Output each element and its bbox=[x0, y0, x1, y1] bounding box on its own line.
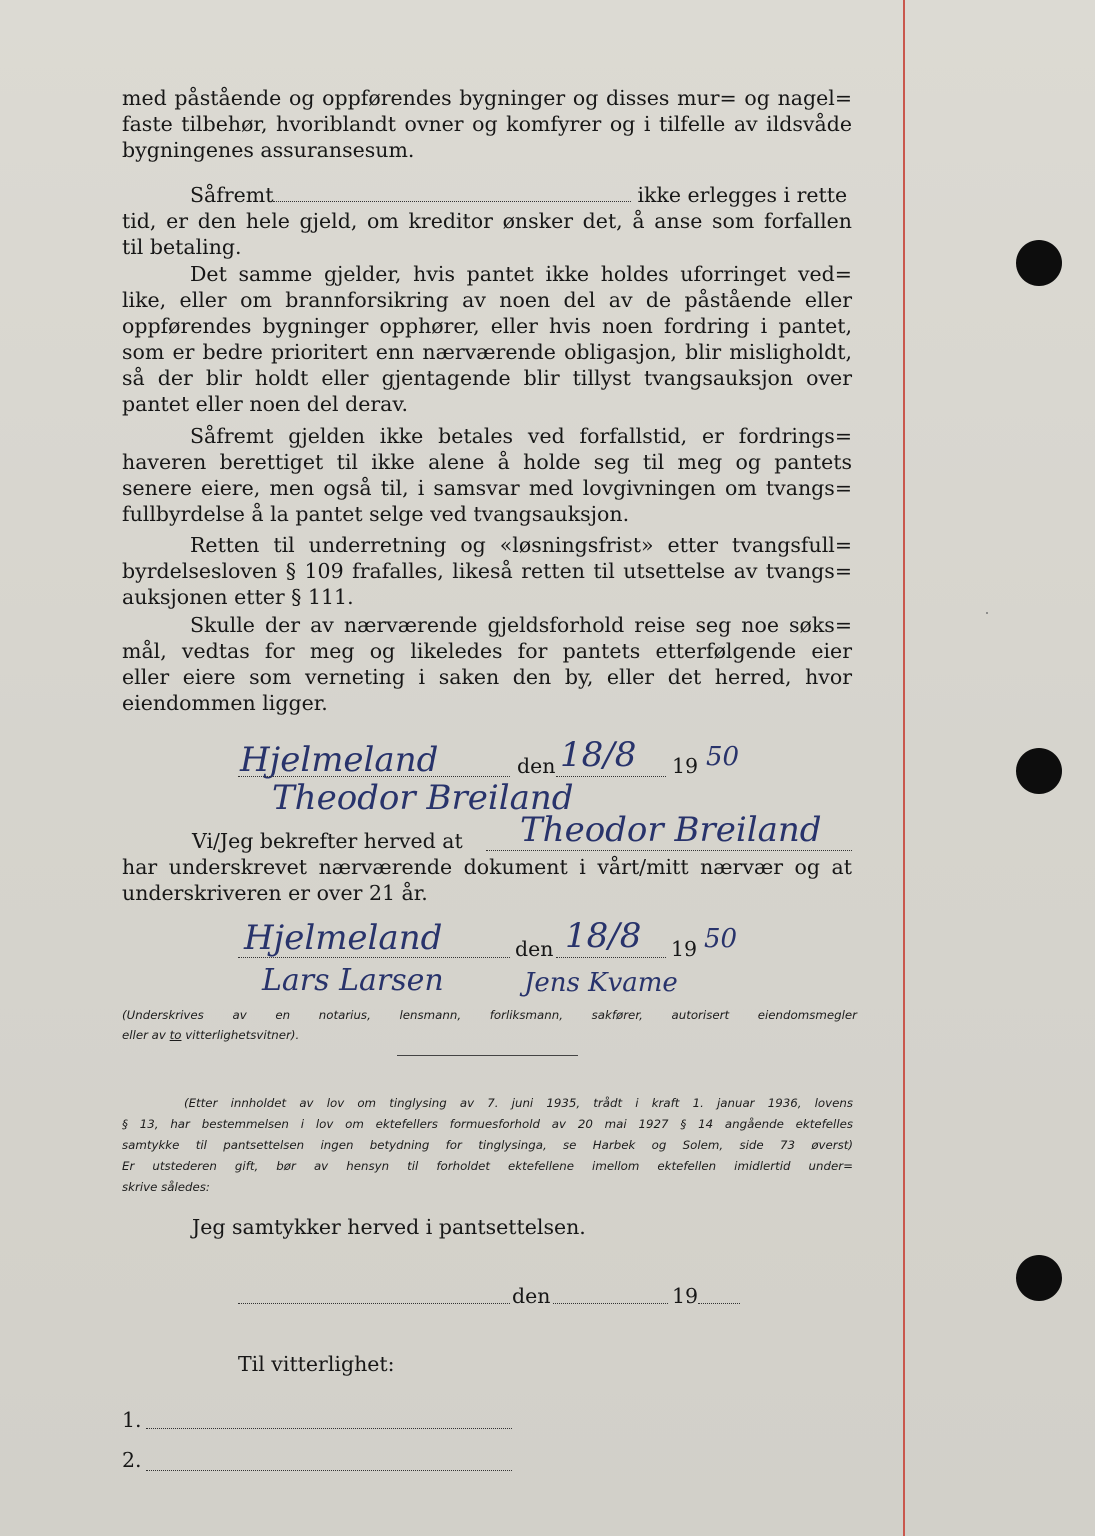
witness-number-2: 2. bbox=[122, 1448, 142, 1472]
text-line: faste tilbehør, hvoriblandt ovner og komfyrer og i tilfelle av ildsvåde bbox=[122, 112, 852, 136]
witness-1-line bbox=[146, 1428, 512, 1429]
consent-place-line bbox=[238, 1303, 510, 1304]
text-line: eller eiere som verneting i saken den by, eller det herred, hvor bbox=[122, 665, 852, 689]
margin-rule bbox=[903, 0, 905, 1536]
text-line: Det samme gjelder, hvis pantet ikke holdes uforringet ved= bbox=[190, 262, 852, 286]
witness-statement-line: har underskrevet nærværende dokument i vårt/mitt nærvær og at bbox=[122, 855, 852, 879]
text-fragment: vitterlighetsvitner). bbox=[185, 1028, 300, 1042]
signing-instructions bbox=[122, 1005, 857, 1045]
text-line: haveren berettiget til ikke alene å holde seg til meg og pantets bbox=[122, 450, 852, 474]
witness-2-line bbox=[146, 1470, 512, 1471]
consent-date-line bbox=[553, 1303, 668, 1304]
text-line: Skulle der av nærværende gjeldsforhold reise seg noe søks= bbox=[190, 613, 852, 637]
punch-hole-middle bbox=[1016, 748, 1062, 794]
handwritten-place: Hjelmeland bbox=[240, 740, 439, 780]
paragraph-2 bbox=[122, 182, 852, 260]
text-line: pantet eller noen del derav. bbox=[122, 392, 409, 416]
date-line bbox=[556, 957, 666, 958]
witness-1-signature: Lars Larsen bbox=[262, 963, 444, 998]
witness-number-1: 1. bbox=[122, 1408, 142, 1432]
handwritten-year: 50 bbox=[704, 924, 738, 954]
date-line bbox=[556, 776, 666, 777]
text-line: skrive således: bbox=[122, 1180, 210, 1194]
text-line: senere eiere, men også til, i samsvar med lovgivningen om tvangs= bbox=[122, 476, 852, 500]
blank-field bbox=[273, 183, 631, 202]
paper-speck bbox=[986, 612, 988, 614]
witness-label: Til vitterlighet: bbox=[238, 1352, 395, 1376]
paragraph-1 bbox=[122, 85, 852, 163]
place-line bbox=[238, 957, 510, 958]
year-prefix: 19 bbox=[672, 1284, 699, 1308]
paragraph-6 bbox=[122, 612, 852, 716]
text-line: eiendommen ligger. bbox=[122, 691, 328, 715]
text-line: auksjonen etter § 111. bbox=[122, 585, 354, 609]
text-line: tid, er den hele gjeld, om kreditor ønsker det, å anse som forfallen bbox=[122, 209, 852, 233]
witness-statement-line: underskriveren er over 21 år. bbox=[122, 881, 428, 905]
text-line: like, eller om brannforsikring av noen del av de påstående eller bbox=[122, 288, 852, 312]
text-line: fullbyrdelse å la pantet selge ved tvangsauksjon. bbox=[122, 502, 630, 526]
text-line: bygningenes assuransesum. bbox=[122, 138, 415, 162]
text-line: samtykke til pantsettelsen ingen betydning for tinglysinga, se Harbek og Solem, side 73 øverst) bbox=[122, 1138, 853, 1152]
handwritten-date: 18/8 bbox=[565, 916, 642, 956]
handwritten-year: 50 bbox=[706, 742, 740, 772]
text-line: byrdelsesloven § 109 frafalles, likeså retten til utsettelse av tvangs= bbox=[122, 559, 852, 583]
text-fragment: to bbox=[169, 1028, 182, 1042]
text-line: så der blir holdt eller gjentagende blir tillyst tvangsauksjon over bbox=[122, 366, 852, 390]
year-prefix: 19 bbox=[672, 754, 699, 778]
text-line: § 13, har bestemmelsen i lov om ektefellers formuesforhold av 20 mai 1927 § 14 angående ektefelles bbox=[122, 1117, 853, 1131]
debtor-signature: Theodor Breiland bbox=[272, 778, 574, 818]
handwritten-place: Hjelmeland bbox=[244, 918, 443, 958]
text-line: til betaling. bbox=[122, 235, 242, 259]
den-label: den bbox=[512, 1284, 551, 1308]
text-line: som er bedre prioritert enn nærværende obligasjon, blir misligholdt, bbox=[122, 340, 852, 364]
text-line bbox=[122, 1025, 857, 1045]
consent-text: Jeg samtykker herved i pantsettelsen. bbox=[192, 1215, 586, 1239]
text-line: med påstående og oppførendes bygninger og disses mur= og nagel= bbox=[122, 86, 852, 110]
text-fragment: Såfremt bbox=[190, 183, 274, 207]
handwritten-date: 18/8 bbox=[560, 735, 637, 775]
punch-hole-top bbox=[1016, 240, 1062, 286]
den-label: den bbox=[515, 937, 554, 961]
handwritten-debtor-name: Theodor Breiland bbox=[520, 810, 822, 850]
witness-2-signature: Jens Kvame bbox=[524, 968, 678, 998]
text-fragment: ikke erlegges i rette bbox=[637, 183, 848, 207]
paragraph-4 bbox=[122, 423, 852, 527]
consent-year-line bbox=[698, 1303, 740, 1304]
text-fragment: eller av bbox=[122, 1028, 166, 1042]
witness-name-line bbox=[486, 850, 852, 851]
text-line: Såfremt gjelden ikke betales ved forfallstid, er fordrings= bbox=[190, 424, 852, 448]
den-label: den bbox=[517, 754, 556, 778]
year-prefix: 19 bbox=[671, 937, 698, 961]
text-line: Retten til underretning og «løsningsfrist» etter tvangsfull= bbox=[190, 533, 852, 557]
punch-hole-bottom bbox=[1016, 1255, 1062, 1301]
text-line: (Underskrives av en notarius, lensmann, forliksmann, sakfører, autorisert eiendomsmegler bbox=[122, 1008, 857, 1022]
paragraph-3 bbox=[122, 261, 852, 417]
legal-note bbox=[122, 1093, 853, 1198]
text-line: mål, vedtas for meg og likeledes for pantets etterfølgende eier bbox=[122, 639, 852, 663]
text-line: Er utstederen gift, bør av hensyn til forholdet ektefellene imellom ektefellen imidlertid under= bbox=[122, 1159, 853, 1173]
text-line bbox=[122, 182, 852, 208]
separator-rule bbox=[397, 1055, 578, 1056]
text-line: (Etter innholdet av lov om tinglysing av 7. juni 1935, trådt i kraft 1. januar 1936, lovens bbox=[184, 1096, 853, 1110]
text-line: oppførendes bygninger opphører, eller hvis noen fordring i pantet, bbox=[122, 314, 852, 338]
paragraph-5 bbox=[122, 532, 852, 610]
place-line bbox=[238, 776, 510, 777]
witness-statement-start: Vi/Jeg bekrefter herved at bbox=[192, 829, 463, 853]
